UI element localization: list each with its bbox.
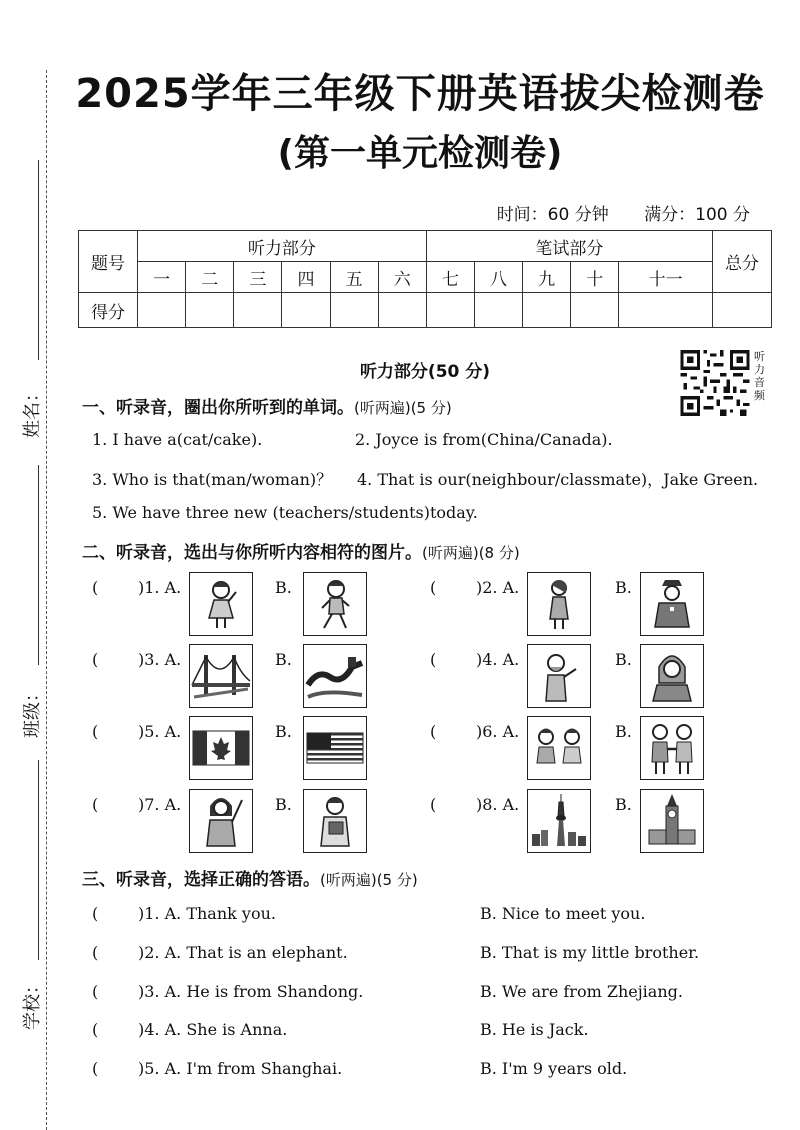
- option-a: )4. A. She is Anna.: [138, 1020, 288, 1039]
- part1-item: 5. We have three new (teachers/students)today.: [92, 503, 478, 522]
- score-blank-cell[interactable]: [713, 293, 772, 328]
- option-a: )3. A. He is from Shandong.: [138, 982, 364, 1001]
- usa-flag-icon[interactable]: [303, 716, 367, 780]
- option-b-label: B.: [275, 722, 292, 741]
- score-blank-cell[interactable]: [330, 293, 378, 328]
- score-table: [78, 230, 772, 328]
- option-b: B. Nice to meet you.: [480, 904, 646, 923]
- school-blank-line: [38, 760, 39, 960]
- answer-paren[interactable]: (: [92, 795, 99, 814]
- great-wall-icon[interactable]: [303, 644, 367, 708]
- grandfather-icon[interactable]: [527, 644, 591, 708]
- answer-paren[interactable]: (: [92, 578, 99, 597]
- score-blank-cell[interactable]: [523, 293, 571, 328]
- question-number: )8. A.: [476, 795, 520, 814]
- part3-note: (听两遍)(5 分): [320, 871, 418, 889]
- question-number: )2. A.: [476, 578, 520, 597]
- option-b: B. I'm 9 years old.: [480, 1059, 628, 1078]
- question-number-cell: 六: [378, 262, 426, 293]
- part1-item: 4. That is our(neighbour/classmate)，Jake Green.: [357, 470, 759, 489]
- option-b-label: B.: [615, 795, 632, 814]
- answer-paren[interactable]: (: [430, 722, 437, 741]
- girl-waving-icon[interactable]: [189, 572, 253, 636]
- score-blank-cell[interactable]: [234, 293, 282, 328]
- question-number-cell: 七: [426, 262, 474, 293]
- option-a: )2. A. That is an elephant.: [138, 943, 348, 962]
- question-number-cell: 九: [523, 262, 571, 293]
- score-blank-cell[interactable]: [378, 293, 426, 328]
- part1-item: 3. Who is that(man/woman)？: [92, 470, 333, 489]
- answer-paren[interactable]: (: [430, 650, 437, 669]
- binding-dashed-line: [46, 70, 47, 1130]
- canada-flag-icon[interactable]: [189, 716, 253, 780]
- listening-group-cell: 听力部分: [138, 231, 427, 262]
- police-officer-icon[interactable]: [640, 572, 704, 636]
- answer-paren[interactable]: (: [92, 982, 99, 1001]
- question-number: )3. A.: [138, 650, 182, 669]
- writing-group-cell: 笔试部分: [426, 231, 712, 262]
- woman-standing-icon[interactable]: [527, 572, 591, 636]
- part1-heading: [82, 393, 452, 418]
- answer-paren[interactable]: (: [92, 943, 99, 962]
- answer-paren[interactable]: (: [430, 795, 437, 814]
- exam-title: 2025学年三年级下册英语拔尖检测卷: [75, 71, 765, 117]
- name-blank-line: [38, 160, 39, 360]
- score-blank-cell[interactable]: [426, 293, 474, 328]
- score-blank-cell[interactable]: [282, 293, 330, 328]
- option-b-label: B.: [615, 650, 632, 669]
- two-kids-talking-icon[interactable]: [527, 716, 591, 780]
- score-blank-cell[interactable]: [138, 293, 186, 328]
- score-blank-cell[interactable]: [571, 293, 619, 328]
- boy-with-book-icon[interactable]: [303, 789, 367, 853]
- option-b-label: B.: [615, 722, 632, 741]
- question-number-cell: 二: [186, 262, 234, 293]
- part1-item: 1. I have a(cat/cake).: [92, 430, 263, 449]
- part2-note: (听两遍)(8 分): [422, 544, 520, 562]
- option-b: B. We are from Zhejiang.: [480, 982, 683, 1001]
- option-b: B. That is my little brother.: [480, 943, 700, 962]
- school-label: 学校：: [22, 976, 43, 1030]
- part3-title: 三、听录音，选择正确的答语。: [82, 870, 320, 890]
- golden-gate-bridge-icon[interactable]: [189, 644, 253, 708]
- exam-meta: [467, 200, 750, 225]
- question-number-cell: 十一: [619, 262, 713, 293]
- question-number: )5. A.: [138, 722, 182, 741]
- score-blank-cell[interactable]: [474, 293, 522, 328]
- answer-paren[interactable]: (: [92, 904, 99, 923]
- option-a: )1. A. Thank you.: [138, 904, 276, 923]
- part1-note: (听两遍)(5 分): [354, 399, 452, 417]
- part3-heading: [82, 865, 418, 890]
- qr-caption: 听力音频: [754, 350, 765, 402]
- question-number: )6. A.: [476, 722, 520, 741]
- exam-subtitle: (第一单元检测卷): [277, 133, 563, 174]
- class-label: 班级：: [22, 684, 43, 738]
- cn-tower-skyline-icon[interactable]: [527, 789, 591, 853]
- option-b: B. He is Jack.: [480, 1020, 589, 1039]
- part2-title: 二、听录音，选出与你所听内容相符的图片。: [82, 543, 422, 563]
- part1-item: 2. Joyce is from(China/Canada).: [355, 430, 613, 449]
- option-b-label: B.: [275, 650, 292, 669]
- question-number: )1. A.: [138, 578, 182, 597]
- answer-paren[interactable]: (: [430, 578, 437, 597]
- total-cell: 总分: [713, 231, 772, 293]
- score-blank-cell[interactable]: [619, 293, 713, 328]
- score-blank-cell[interactable]: [186, 293, 234, 328]
- option-b-label: B.: [275, 578, 292, 597]
- name-label: 姓名：: [22, 384, 43, 438]
- boy-running-icon[interactable]: [303, 572, 367, 636]
- score-label-cell: 得分: [79, 293, 138, 328]
- binding-margin: [0, 0, 60, 1130]
- part2-heading: [82, 538, 520, 563]
- answer-paren[interactable]: (: [92, 1059, 99, 1078]
- full-score: 满分：100 分: [644, 205, 750, 225]
- answer-paren[interactable]: (: [92, 722, 99, 741]
- part1-title: 一、听录音，圈出你所听到的单词。: [82, 398, 354, 418]
- question-number-cell: 四: [282, 262, 330, 293]
- listening-heading: 听力部分(50 分): [359, 362, 491, 382]
- grandmother-icon[interactable]: [640, 644, 704, 708]
- row-header-cell: 题号: [79, 231, 138, 293]
- question-number: )7. A.: [138, 795, 182, 814]
- question-number-cell: 一: [138, 262, 186, 293]
- option-b-label: B.: [275, 795, 292, 814]
- answer-paren[interactable]: (: [92, 650, 99, 669]
- big-ben-icon[interactable]: [640, 789, 704, 853]
- question-number-cell: 三: [234, 262, 282, 293]
- teacher-pointing-icon[interactable]: [189, 789, 253, 853]
- question-number-cell: 五: [330, 262, 378, 293]
- question-number-cell: 八: [474, 262, 522, 293]
- question-number-cell: 十: [571, 262, 619, 293]
- class-blank-line: [38, 465, 39, 665]
- question-number: )4. A.: [476, 650, 520, 669]
- qr-code-icon[interactable]: [680, 350, 750, 416]
- two-kids-shaking-hands-icon[interactable]: [640, 716, 704, 780]
- answer-paren[interactable]: (: [92, 1020, 99, 1039]
- time-limit: 时间：60 分钟: [496, 205, 609, 225]
- option-b-label: B.: [615, 578, 632, 597]
- option-a: )5. A. I'm from Shanghai.: [138, 1059, 343, 1078]
